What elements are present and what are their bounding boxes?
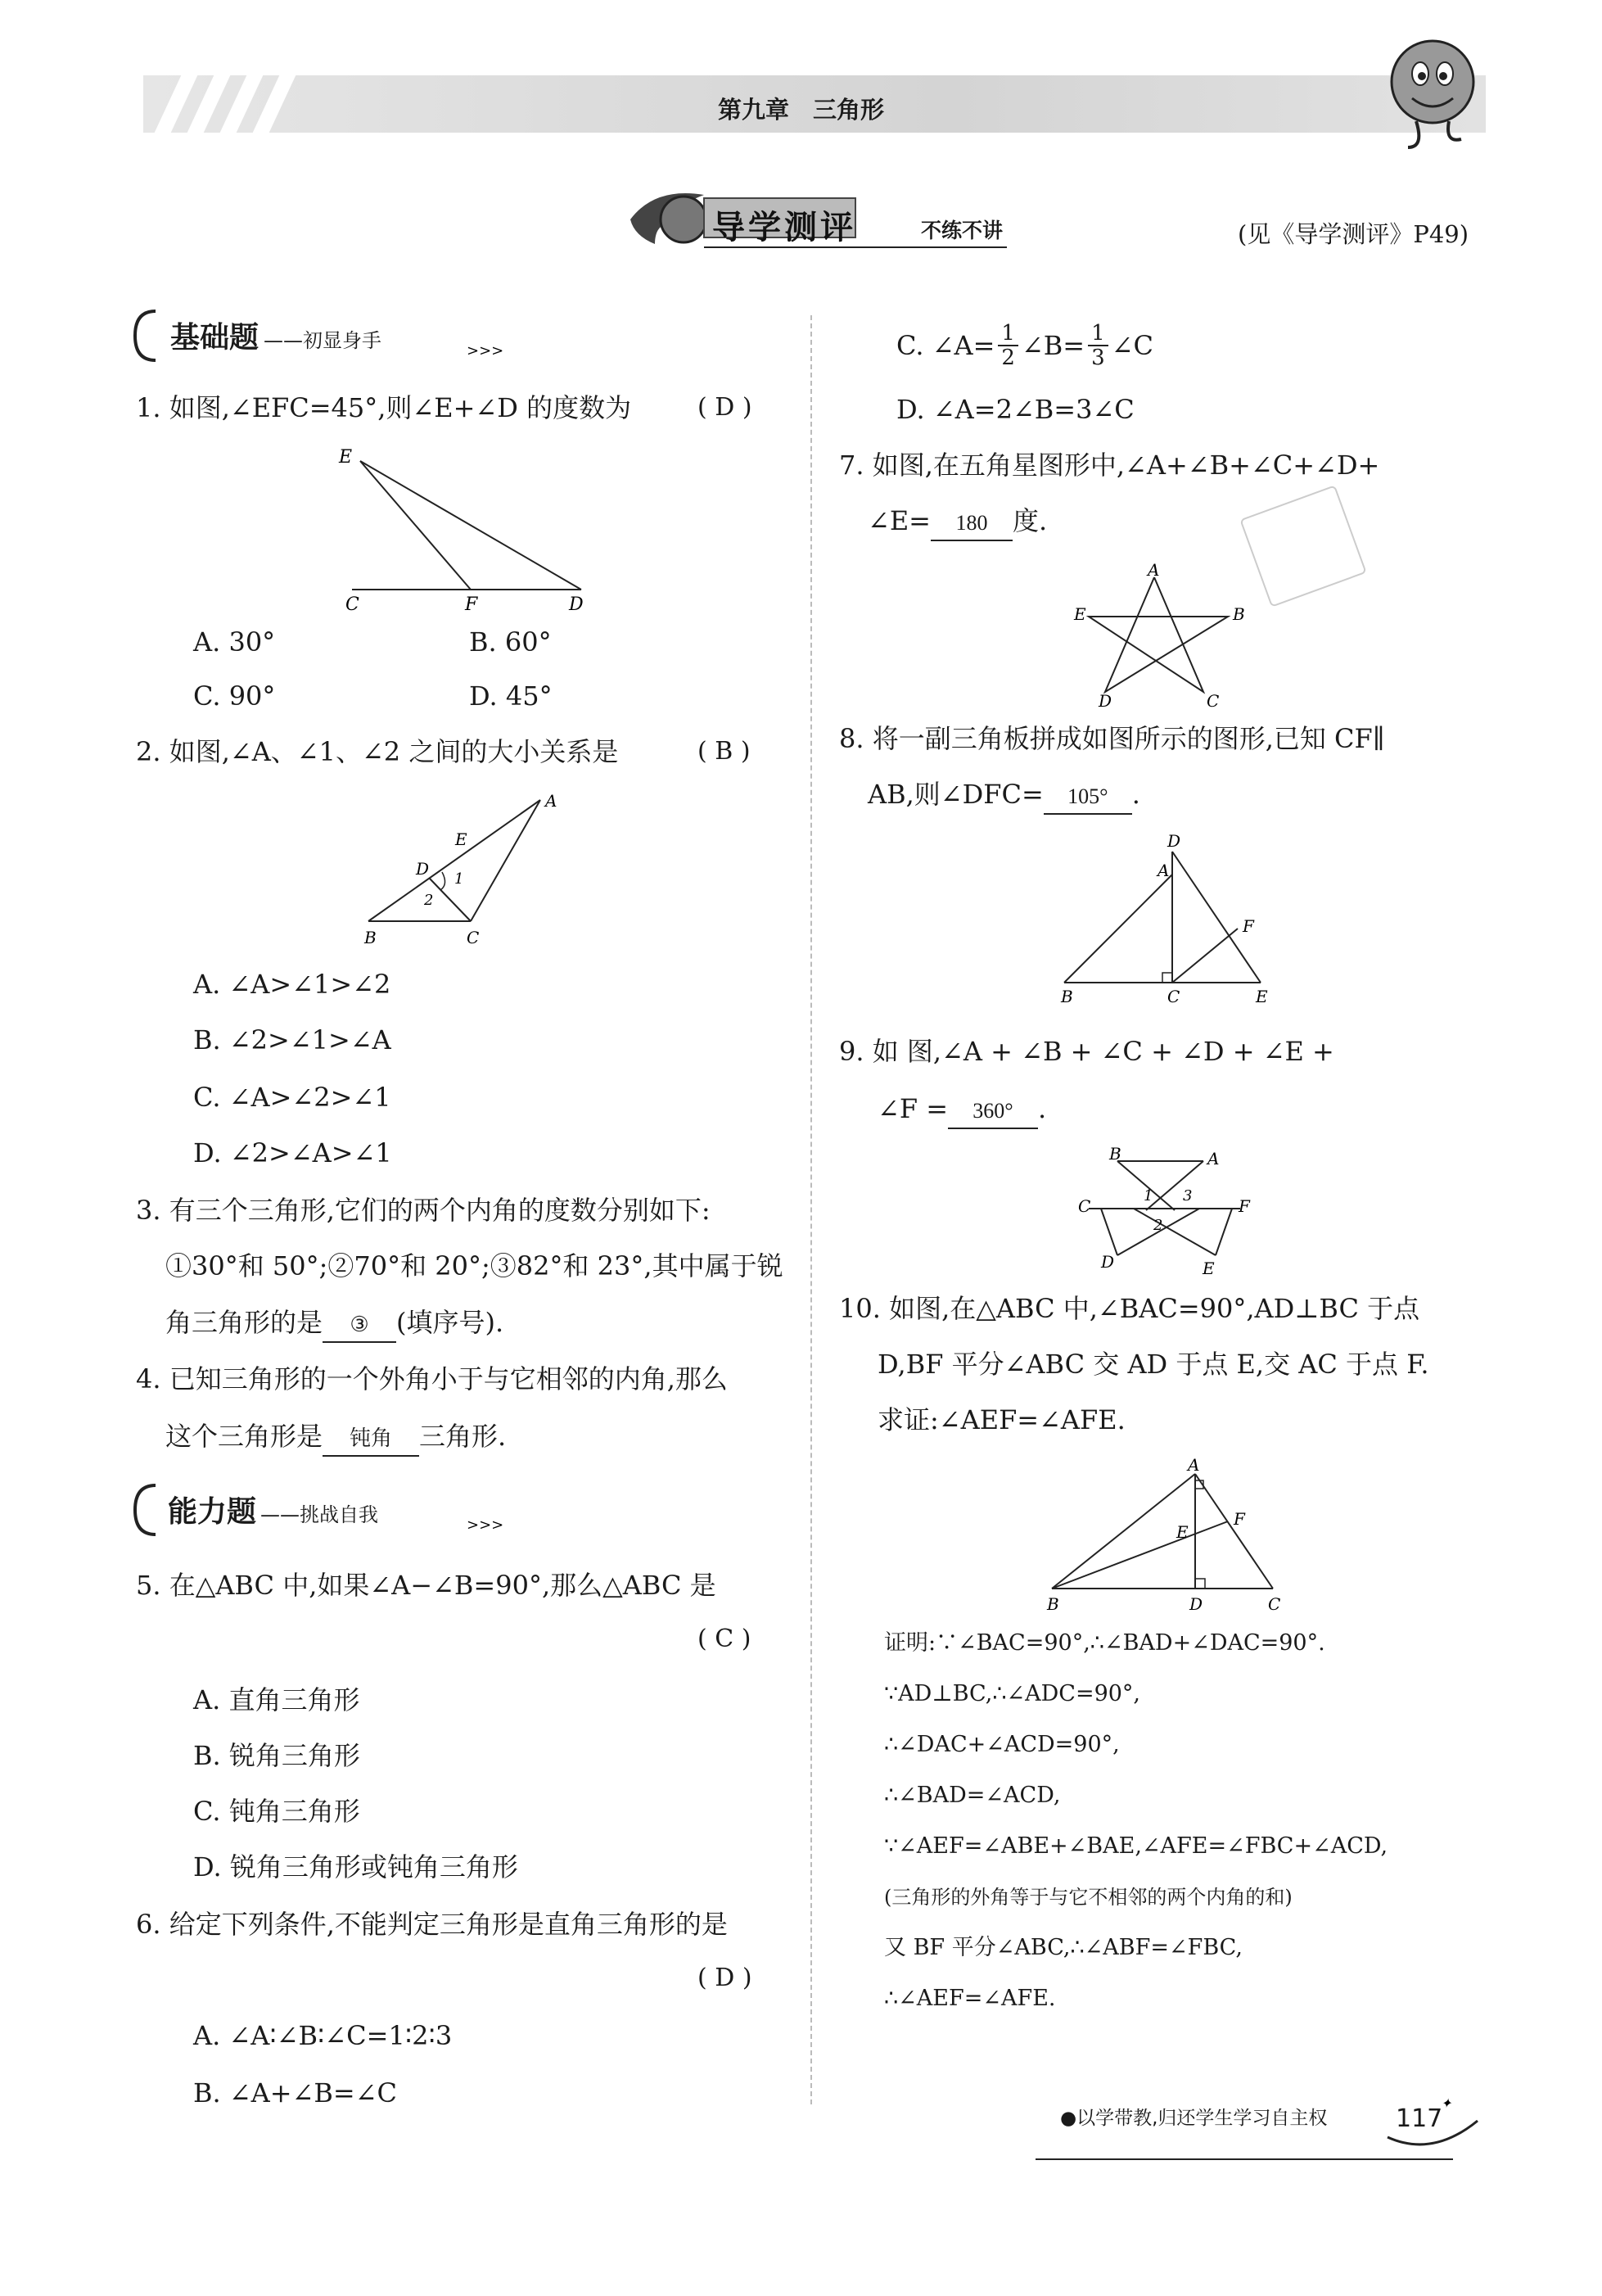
q9-label-1: 1 xyxy=(1144,1187,1153,1204)
section-subtitle: 不练不讲 xyxy=(921,219,1004,242)
q10-label-d: D xyxy=(1189,1594,1203,1614)
q9-label-b: B xyxy=(1109,1144,1121,1164)
chapter-title: 第九章 三角形 xyxy=(717,96,884,124)
q1-answer: ( D ) xyxy=(697,393,752,422)
proof-line: 证明:∵∠BAC=90°,∴∠BAD+∠DAC=90°. xyxy=(884,1630,1325,1656)
q9-label-f: F xyxy=(1239,1196,1250,1216)
q2-option-d: D. ∠2>∠A>∠1 xyxy=(193,1137,392,1168)
page-number: 117 xyxy=(1396,2104,1443,2133)
q6-option-b: B. ∠A+∠B=∠C xyxy=(193,2077,398,2108)
q8-label-d: D xyxy=(1167,831,1181,851)
q7-star-figure xyxy=(1072,560,1252,711)
reference-note: (见《导学测评》P49) xyxy=(1238,220,1469,248)
svg-text:>>>: >>> xyxy=(467,1516,504,1534)
q9-figure xyxy=(1068,1145,1265,1276)
q5-option-d: D. 锐角三角形或钝角三角形 xyxy=(193,1851,518,1882)
stamp-watermark xyxy=(1239,485,1367,608)
q1-label-d: D xyxy=(569,594,584,615)
q5-option-b: B. 锐角三角形 xyxy=(193,1740,360,1771)
q9-blank: 360° xyxy=(948,1095,1038,1129)
q7-line1: 7. 如图,在五角星图形中,∠A+∠B+∠C+∠D+ xyxy=(839,450,1380,481)
ability-part-title: 能力题 xyxy=(168,1495,257,1529)
q10-line2: D,BF 平分∠ABC 交 AD 于点 E,交 AC 于点 F. xyxy=(878,1349,1429,1380)
q2-label-a: A xyxy=(545,791,557,811)
q2-option-c: C. ∠A>∠2>∠1 xyxy=(193,1082,391,1113)
q3-line3: 角三角形的是 ③ (填序号). xyxy=(165,1306,503,1343)
q4-line2: 这个三角形是 钝角 三角形. xyxy=(165,1420,506,1457)
q8-figure xyxy=(1056,831,1277,1007)
q1-option-b: B. 60° xyxy=(469,626,552,658)
q9-label-c: C xyxy=(1078,1196,1091,1216)
q10-label-b: B xyxy=(1047,1594,1059,1614)
column-divider xyxy=(810,315,814,2104)
q10-label-f: F xyxy=(1234,1509,1245,1529)
q7-label-d: D xyxy=(1099,691,1112,711)
q2-label-b: B xyxy=(364,928,377,947)
q9-label-a: A xyxy=(1207,1149,1220,1168)
q8-label-c: C xyxy=(1167,987,1180,1006)
q8-label-a: A xyxy=(1158,861,1170,880)
footer-rule xyxy=(1036,2158,1453,2160)
q9-label-2: 2 xyxy=(1153,1217,1163,1234)
q8-label-b: B xyxy=(1061,987,1073,1006)
proof-line: ∴∠BAD=∠ACD, xyxy=(884,1783,1061,1808)
q2-answer: ( B ) xyxy=(697,737,751,766)
q7-label-a: A xyxy=(1148,560,1160,580)
proof-line: ∵AD⊥BC,∴∠ADC=90°, xyxy=(884,1681,1141,1706)
q6-answer: ( D ) xyxy=(697,1964,752,1992)
q10-proof xyxy=(884,1629,1388,2036)
proof-line: ∴∠DAC+∠ACD=90°, xyxy=(884,1732,1120,1757)
q7-blank: 180 xyxy=(931,507,1013,541)
q3-blank: ③ xyxy=(323,1308,396,1343)
q9-label-d: D xyxy=(1101,1252,1115,1272)
q1-option-d: D. 45° xyxy=(469,680,553,712)
q2-option-a: A. ∠A>∠1>∠2 xyxy=(193,969,391,1000)
q8-blank: 105° xyxy=(1044,780,1132,815)
svg-text:✦: ✦ xyxy=(1441,2095,1452,2111)
q7-line2: ∠E= 180 度. xyxy=(868,504,1047,541)
q6-option-a: A. ∠A∶∠B∶∠C=1∶2∶3 xyxy=(193,2020,453,2051)
q10-label-e: E xyxy=(1176,1522,1189,1542)
svg-text:>>>: >>> xyxy=(467,342,504,359)
q2-label-2: 2 xyxy=(424,892,434,909)
q7-label-b: B xyxy=(1233,604,1245,624)
q9-line1: 9. 如 图,∠A + ∠B + ∠C + ∠D + ∠E + xyxy=(839,1036,1334,1067)
q4-line1: 4. 已知三角形的一个外角小于与它相邻的内角,那么 xyxy=(136,1363,728,1394)
basic-part-title: 基础题 xyxy=(170,321,259,355)
q10-label-a: A xyxy=(1188,1455,1200,1475)
q6-option-d: D. ∠A=2∠B=3∠C xyxy=(896,394,1135,425)
q10-figure xyxy=(1036,1455,1297,1618)
q2-option-b: B. ∠2>∠1>∠A xyxy=(193,1024,391,1055)
q10-line1: 10. 如图,在△ABC 中,∠BAC=90°,AD⊥BC 于点 xyxy=(839,1293,1420,1324)
q8-label-f: F xyxy=(1243,916,1254,936)
q2-label-d: D xyxy=(416,859,430,879)
basic-part-subtitle: ——初显身手 xyxy=(264,329,381,352)
q3-line1: 3. 有三个三角形,它们的两个内角的度数分别如下: xyxy=(136,1195,711,1226)
q9-label-3: 3 xyxy=(1183,1187,1193,1204)
q2-label-c: C xyxy=(467,928,480,947)
q8-line1: 8. 将一副三角板拼成如图所示的图形,已知 CF∥ xyxy=(839,723,1385,754)
q1-option-c: C. 90° xyxy=(193,680,276,712)
q2-label-1: 1 xyxy=(454,870,464,888)
q10-line3: 求证:∠AEF=∠AFE. xyxy=(878,1404,1126,1435)
q5-option-c: C. 钝角三角形 xyxy=(193,1796,360,1827)
q6-stem: 6. 给定下列条件,不能判定三角形是直角三角形的是 xyxy=(136,1909,728,1940)
q3-line2: ①30°和 50°;②70°和 20°;③82°和 23°,其中属于锐 xyxy=(165,1250,783,1281)
proof-line: ∴∠AEF=∠AFE. xyxy=(884,1986,1056,2011)
q2-figure xyxy=(352,790,565,954)
q7-label-e: E xyxy=(1074,604,1086,624)
ability-part-subtitle: ——挑战自我 xyxy=(260,1503,378,1526)
q1-label-f: F xyxy=(465,594,478,615)
q6-option-c: C. ∠A= $\frac{1}{2}$ ∠B= $\frac{1}{3}$ ∠C xyxy=(896,321,1153,370)
mascot-icon xyxy=(1375,33,1490,156)
proof-line: ∵∠AEF=∠ABE+∠BAE,∠AFE=∠FBC+∠ACD, xyxy=(884,1833,1388,1859)
q5-option-a: A. 直角三角形 xyxy=(193,1684,360,1715)
q1-label-c: C xyxy=(345,594,359,615)
proof-line: (三角形的外角等于与它不相邻的两个内角的和) xyxy=(884,1886,1293,1909)
q10-label-c: C xyxy=(1268,1594,1281,1614)
q1-figure xyxy=(327,446,598,618)
q1-option-a: A. 30° xyxy=(193,626,276,658)
footer-slogan: ●以学带教,归还学生学习自主权 xyxy=(1060,2108,1328,2129)
q2-stem: 2. 如图,∠A、∠1、∠2 之间的大小关系是 xyxy=(136,736,619,767)
q9-line2: ∠F = 360° . xyxy=(878,1092,1046,1129)
q8-line2: AB,则∠DFC= 105° . xyxy=(868,778,1140,815)
q1-stem: 1. 如图,∠EFC=45°,则∠E+∠D 的度数为 xyxy=(136,392,632,423)
q2-label-e: E xyxy=(455,829,467,849)
q7-label-c: C xyxy=(1207,691,1220,711)
proof-line: 又 BF 平分∠ABC,∴∠ABF=∠FBC, xyxy=(884,1935,1243,1960)
q1-label-e: E xyxy=(339,447,353,468)
q4-blank: 钝角 xyxy=(323,1422,419,1457)
q5-answer: ( C ) xyxy=(697,1625,751,1653)
q5-stem: 5. 在△ABC 中,如果∠A−∠B=90°,那么△ABC 是 xyxy=(136,1570,716,1601)
q8-label-e: E xyxy=(1256,987,1268,1006)
section-title: 导学测评 xyxy=(712,209,856,246)
q9-label-e: E xyxy=(1203,1259,1215,1278)
